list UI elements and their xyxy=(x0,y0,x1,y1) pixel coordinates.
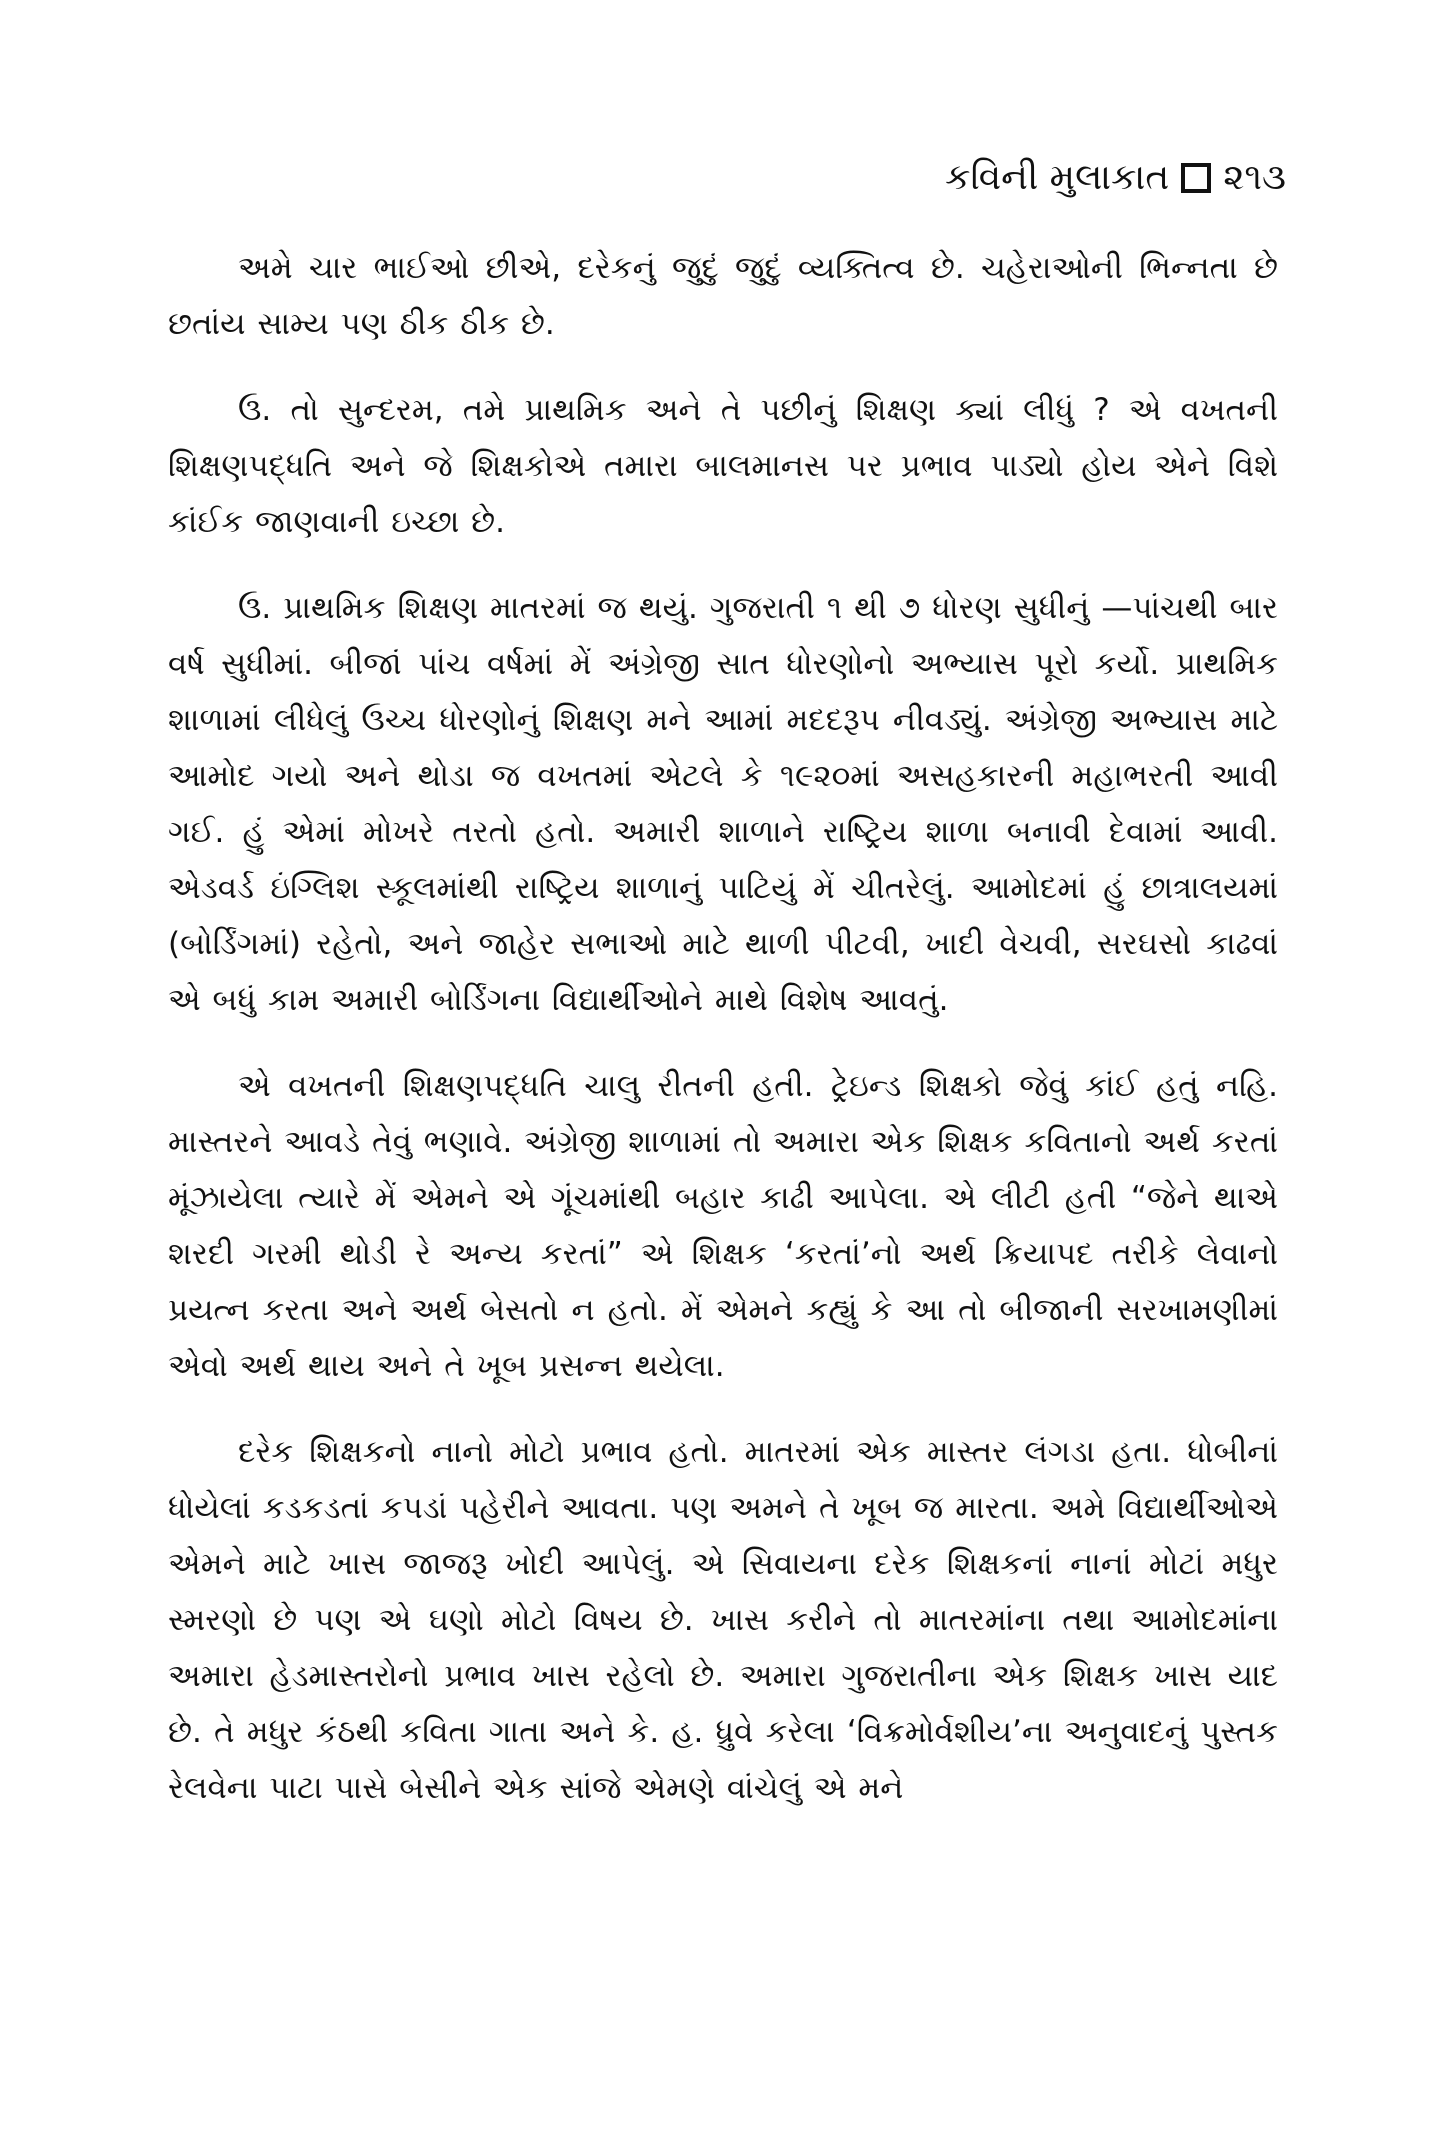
running-header xyxy=(945,157,1286,198)
paragraph-5: દરેક શિક્ષકનો નાનો મોટો પ્રભાવ હતો. માતરમાં એક માસ્તર લંગડા હતા. ધોબીનાં ધોયેલાં કડકડતાં કપડાં પહેરીને આવતા. પણ અમને તે ખૂબ જ મારતા. અમે વિદ્યાર્થીઓએ એમને માટે ખાસ જાજરૂ ખોદી આપેલું. એ સિવાયના દરેક શિક્ષકનાં નાનાં મોટાં મધુર સ્મરણો છે પણ એ ઘણો મોટો વિષય છે. ખાસ કરીને તો માતરમાંના તથા આમોદમાંના અમારા હેડમાસ્તરોનો પ્રભાવ ખાસ રહેલો છે. અમારા ગુજરાતીના એક શિક્ષક ખાસ યાદ છે. તે મધુર કંઠથી કવિતા ગાતા અને કે. હ. ધ્રુવે કરેલા ‘વિક્રમોર્વશીય’ના અનુવાદનું પુસ્તક રેલવેના પાટા પાસે બેસીને એક સાંજે એમણે વાંચેલું એ મને xyxy=(168,1434,1278,1806)
header-box-ornament xyxy=(1181,163,1211,193)
paragraph-1: અમે ચાર ભાઈઓ છીએ, દરેકનું જુદું જુદું વ્યક્તિત્વ છે. ચહેરાઓની ભિન્નતા છે છતાંય સામ્ય પણ ઠીક ઠીક છે. xyxy=(168,250,1278,342)
paragraph-4: એ વખતની શિક્ષણપદ્ધતિ ચાલુ રીતની હતી. ટ્રેઇન્ડ શિક્ષકો જેવું કાંઈ હતું નહિ. માસ્તરને આવડે તેવું ભણાવે. અંગ્રેજી શાળામાં તો અમારા એક શિક્ષક કવિતાનો અર્થ કરતાં મૂંઝાયેલા ત્યારે મેં એમને એ ગૂંચમાંથી બહાર કાઢી આપેલા. એ લીટી હતી “જેને થાએ શરદી ગરમી થોડી રે અન્ય કરતાં” એ શિક્ષક ‘કરતાં’નો અર્થ ક્રિયાપદ તરીકે લેવાનો પ્રયત્ન કરતા અને અર્થ બેસતો ન હતો. મેં એમને કહ્યું કે આ તો બીજાની સરખામણીમાં એવો અર્થ થાય અને તે ખૂબ પ્રસન્ન થયેલા. xyxy=(168,1068,1278,1384)
body-text xyxy=(168,240,1278,1846)
paragraph-3: ઉ. પ્રાથમિક શિક્ષણ માતરમાં જ થયું. ગુજરાતી ૧ થી ૭ ધોરણ સુધીનું —પાંચથી બાર વર્ષ સુધીમાં. બીજાં પાંચ વર્ષમાં મેં અંગ્રેજી સાત ધોરણોનો અભ્યાસ પૂરો કર્યો. પ્રાથમિક શાળામાં લીધેલું ઉચ્ચ ધોરણોનું શિક્ષણ મને આમાં મદદરૂપ નીવડ્યું. અંગ્રેજી અભ્યાસ માટે આમોદ ગયો અને થોડા જ વખતમાં એટલે કે ૧૯૨૦માં અસહકારની મહાભરતી આવી ગઈ. હું એમાં મોખરે તરતો હતો. અમારી શાળાને રાષ્ટ્રિય શાળા બનાવી દેવામાં આવી. એડવર્ડ ઇંગ્લિશ સ્કૂલમાંથી રાષ્ટ્રિય શાળાનું પાટિયું મેં ચીતરેલું. આમોદમાં હું છાત્રાલયમાં (બોર્ડિંગમાં) રહેતો, અને જાહેર સભાઓ માટે થાળી પીટવી, ખાદી વેચવી, સરઘસો કાઢવાં એ બધું કામ અમારી બોર્ડિંગના વિદ્યાર્થીઓને માથે વિશેષ આવતું. xyxy=(168,590,1278,1018)
chapter-title: કવિની મુલાકાત xyxy=(945,157,1170,198)
paragraph-2: ઉ. તો સુન્દરમ, તમે પ્રાથમિક અને તે પછીનું શિક્ષણ ક્યાં લીધું ? એ વખતની શિક્ષણપદ્ધતિ અને જે શિક્ષકોએ તમારા બાલમાનસ પર પ્રભાવ પાડ્યો હોય એને વિશે કાંઈક જાણવાની ઇચ્છા છે. xyxy=(168,392,1278,540)
page-number: ૨૧૩ xyxy=(1223,157,1286,198)
